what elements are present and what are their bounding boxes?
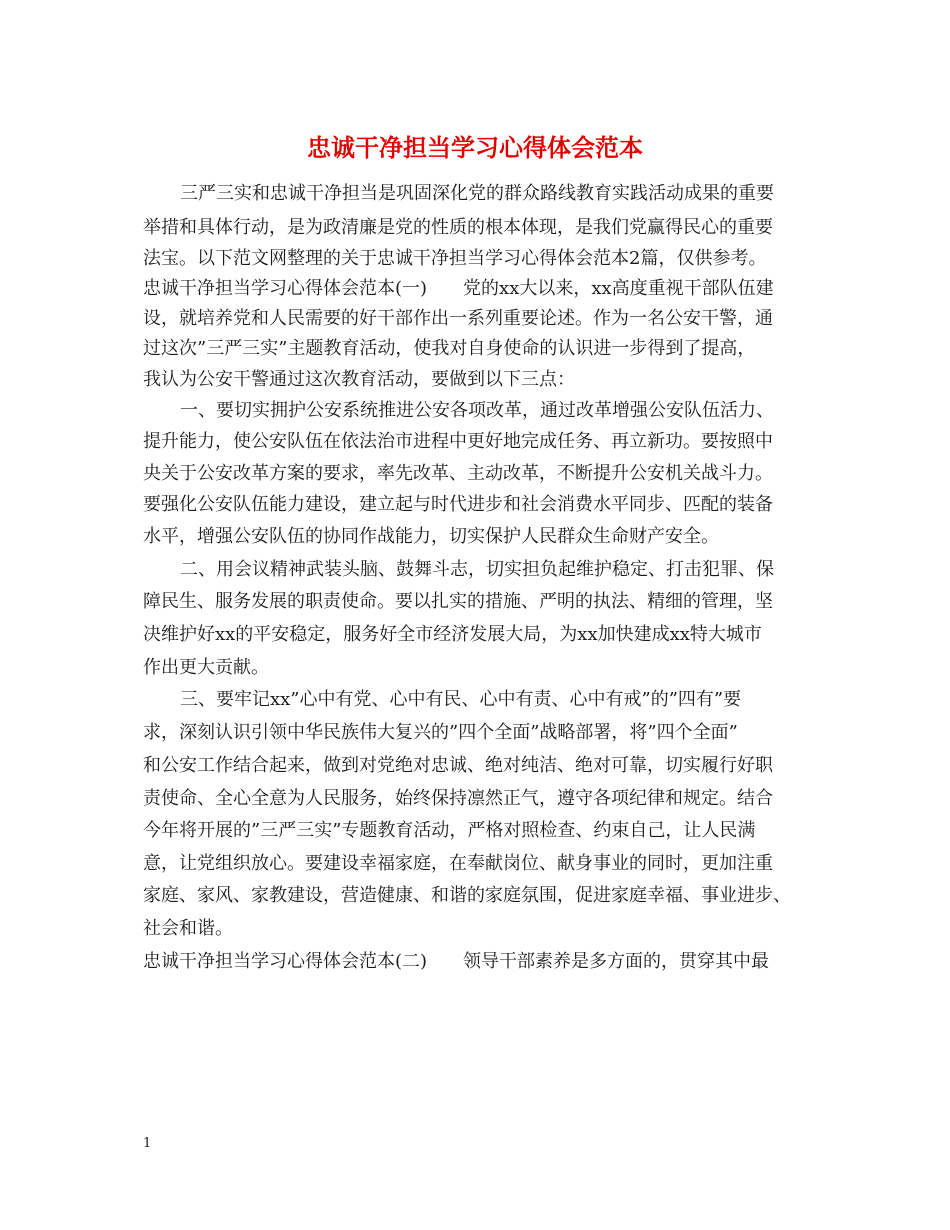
page-title: 忠诚干净担当学习心得体会范本	[307, 134, 643, 162]
paragraph-line: 求，深刻认识引领中华民族伟大复兴的”四个全面”战略部署，将”四个全面”	[143, 722, 738, 743]
paragraph-line: 社会和谐。	[143, 918, 233, 939]
paragraph-line: 障民生、服务发展的职责使命。要以扎实的措施、严明的执法、精细的管理，坚	[143, 591, 773, 612]
paragraph-line: 二、用会议精神武装头脑、鼓舞斗志，切实担负起维护稳定、打击犯罪、保	[180, 559, 774, 580]
paragraph-line: 一、要切实拥护公安系统推进公安各项改革，通过改革增强公安队伍活力、	[180, 400, 774, 421]
paragraph-line: 和公安工作结合起来，做到对党绝对忠诚、绝对纯洁、绝对可靠，切实履行好职	[143, 755, 773, 776]
paragraph-line: 举措和具体行动，是为政清廉是党的性质的根本体现，是我们党赢得民心的重要	[143, 217, 773, 238]
paragraph-line: 要强化公安队伍能力建设，建立起与时代进步和社会消费水平同步、匹配的装备	[143, 494, 773, 515]
paragraph-line: 忠诚干净担当学习心得体会范本(一) 党的xx大以来，xx高度重视干部队伍建	[143, 278, 774, 299]
paragraph-line: 作出更大贡献。	[143, 657, 269, 678]
paragraph-line: 央关于公安改革方案的要求，率先改革、主动改革，不断提升公安机关战斗力。	[143, 463, 773, 484]
paragraph-line: 忠诚干净担当学习心得体会范本(二) 领导干部素养是多方面的，贯穿其中最	[143, 951, 770, 972]
paragraph-line: 过这次”三严三实”主题教育活动，使我对自身使命的认识进一步得到了提高，	[143, 338, 756, 359]
paragraph-line: 三、要牢记xx”心中有党、心中有民、心中有责、心中有戒”的”四有”要	[180, 689, 742, 710]
paragraph-line: 家庭、家风、家教建设，营造健康、和谐的家庭氛围，促进家庭幸福、事业进步、	[143, 885, 791, 906]
paragraph-line: 提升能力，使公安队伍在依法治市进程中更好地完成任务、再立新功。要按照中	[143, 431, 773, 452]
paragraph-line: 三严三实和忠诚干净担当是巩固深化党的群众路线教育实践活动成果的重要	[180, 183, 774, 204]
page-number: 1	[143, 1136, 152, 1151]
paragraph-line: 法宝。以下范文网整理的关于忠诚干净担当学习心得体会范本2篇，仅供参考。	[143, 248, 767, 269]
paragraph-line: 我认为公安干警通过这次教育活动，要做到以下三点：	[143, 369, 575, 390]
paragraph-line: 今年将开展的”三严三实”专题教育活动，严格对照检查、约束自己，让人民满	[143, 820, 756, 841]
paragraph-line: 责使命、全心全意为人民服务，始终保持凛然正气，遵守各项纪律和规定。结合	[143, 788, 773, 809]
paragraph-line: 水平，增强公安队伍的协同作战能力，切实保护人民群众生命财产安全。	[143, 526, 719, 547]
paragraph-line: 设，就培养党和人民需要的好干部作出一系列重要论述。作为一名公安干警，通	[143, 308, 773, 329]
paragraph-line: 决维护好xx的平安稳定，服务好全市经济发展大局，为xx加快建成xx特大城市	[143, 624, 762, 645]
paragraph-line: 意，让党组织放心。要建设幸福家庭，在奉献岗位、献身事业的同时，更加注重	[143, 853, 773, 874]
